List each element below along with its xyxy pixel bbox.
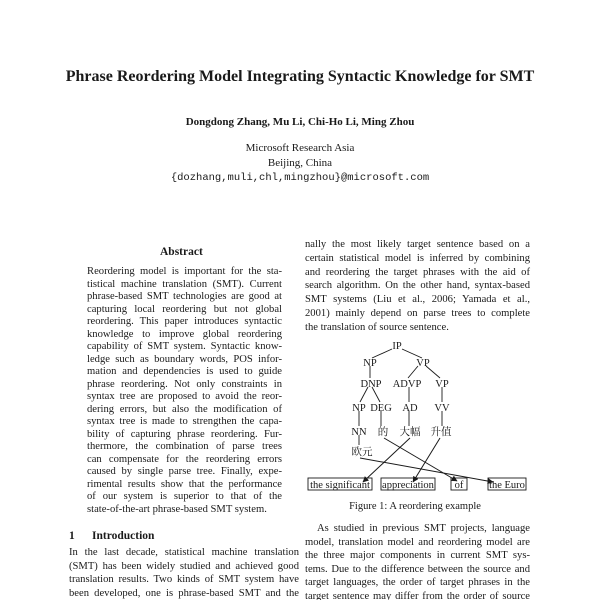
- text-line: model, translation model and reordering model are: [305, 536, 530, 548]
- node-nn: NN: [351, 427, 367, 438]
- text-line: phrase reordering. Not only constraints in: [87, 378, 282, 390]
- figure-caption: Figure 1: A reordering example: [349, 501, 481, 512]
- text-line: ledge such as boundary words, POS infor-: [87, 353, 282, 365]
- text-line: the translation of source sentence.: [305, 321, 449, 333]
- text-line: thermore, the combination of parse trees: [87, 441, 282, 452]
- text-line: the three major components in current SMT sys-: [305, 550, 530, 561]
- text-line: been developed, one is phrase-based SMT and the: [69, 587, 299, 599]
- text-line: bility of capturing phrase reordering. Fur-: [87, 428, 282, 440]
- figure-reordering-example: [300, 335, 550, 515]
- text-line: target languages, the order of target phrases in the: [305, 577, 530, 588]
- section-number: 1: [69, 530, 75, 542]
- word-ouyuan: 欧元: [351, 447, 373, 458]
- text-line: As studied in previous SMT projects, language: [317, 523, 530, 534]
- author-emails: {dozhang,muli,chl,mingzhou}@microsoft.com: [170, 172, 430, 184]
- node-vp: VP: [416, 358, 430, 369]
- text-line: search algorithm. On the other hand, syntax-based: [305, 280, 530, 292]
- text-line: Reordering model is important for the sta-: [87, 266, 282, 277]
- text-line: 2001) mainly depend on parse trees to complete: [305, 308, 530, 319]
- word-de: 的: [377, 427, 389, 438]
- text-line: nally the most likely target sentence based on a: [305, 239, 530, 250]
- node-np: NP: [363, 358, 377, 369]
- text-line: translation results. Two kinds of SMT system have: [69, 574, 299, 585]
- text-line: caused by single parse tree. Finally, expe-: [87, 466, 282, 477]
- target-phrase: the significant: [310, 480, 370, 491]
- node-ip: IP: [392, 341, 402, 352]
- node-vp2: VP: [435, 379, 449, 390]
- word-dafu: 大幅: [399, 427, 421, 438]
- text-line: can compensate for the reordering errors: [87, 453, 282, 465]
- text-line: mation and dependencies is used to guide: [87, 366, 282, 377]
- text-line: tems. Due to the difference between the source and: [305, 563, 530, 575]
- affiliation-city: Beijing, China: [267, 157, 333, 169]
- node-vv: VV: [434, 403, 450, 414]
- section-heading: Introduction: [92, 530, 155, 542]
- node-ad: AD: [402, 403, 418, 414]
- node-advp: ADVP: [392, 379, 422, 390]
- target-phrases: [310, 480, 525, 491]
- node-deg: DEG: [370, 403, 392, 414]
- text-line: In the last decade, statistical machine translation: [69, 547, 299, 558]
- tree-nodes: [351, 341, 452, 458]
- paper-title: Phrase Reordering Model Integrating Syntactic Knowledge for SMT: [65, 68, 535, 85]
- text-line: and reordering the target phrases with the aid of: [305, 266, 530, 278]
- affiliation-org: Microsoft Research Asia: [245, 142, 355, 154]
- text-line: syntax tree is made to strengthen the capa-: [87, 416, 282, 427]
- text-line: state-of-the-art phrase-based SMT system.: [87, 503, 267, 515]
- text-line: phrase-based SMT technologies are good at: [87, 291, 282, 302]
- text-line: dering errors, but also the modification of: [87, 403, 282, 415]
- text-line: of our system is superior to that of the: [87, 491, 282, 502]
- text-line: capturing local reordering but not global: [87, 303, 282, 315]
- text-line: rimental results show that the performance: [87, 478, 282, 490]
- text-line: target sentence may differ from the order of source: [305, 590, 530, 600]
- alignment-arrows: [360, 438, 493, 482]
- node-np2: NP: [352, 403, 366, 414]
- text-line: (SMT) has been widely studied and achieved good: [69, 560, 299, 572]
- target-phrase: appreciation: [382, 480, 434, 491]
- authors: Dongdong Zhang, Mu Li, Chi-Ho Li, Ming Zhou: [185, 116, 415, 128]
- target-phrase: of: [454, 480, 464, 491]
- text-line: tistical machine translation (SMT). Current: [87, 278, 282, 290]
- abstract-heading: Abstract: [160, 246, 203, 258]
- node-dnp: DNP: [360, 379, 382, 390]
- target-phrase: the Euro: [489, 480, 525, 491]
- text-line: reordering. This paper introduces syntactic: [87, 316, 282, 327]
- text-line: SMT systems (Liu et al., 2006; Yamada et al.,: [305, 294, 530, 306]
- word-shengzhi: 升值: [430, 427, 452, 438]
- text-line: capability of SMT system. Syntactic know-: [87, 341, 282, 352]
- text-line: certain statistical model is inferred by combining: [305, 252, 530, 264]
- text-line: syntax tree are proposed to avoid the reor-: [87, 391, 282, 402]
- text-line: knowledge to improve global reordering: [87, 328, 282, 340]
